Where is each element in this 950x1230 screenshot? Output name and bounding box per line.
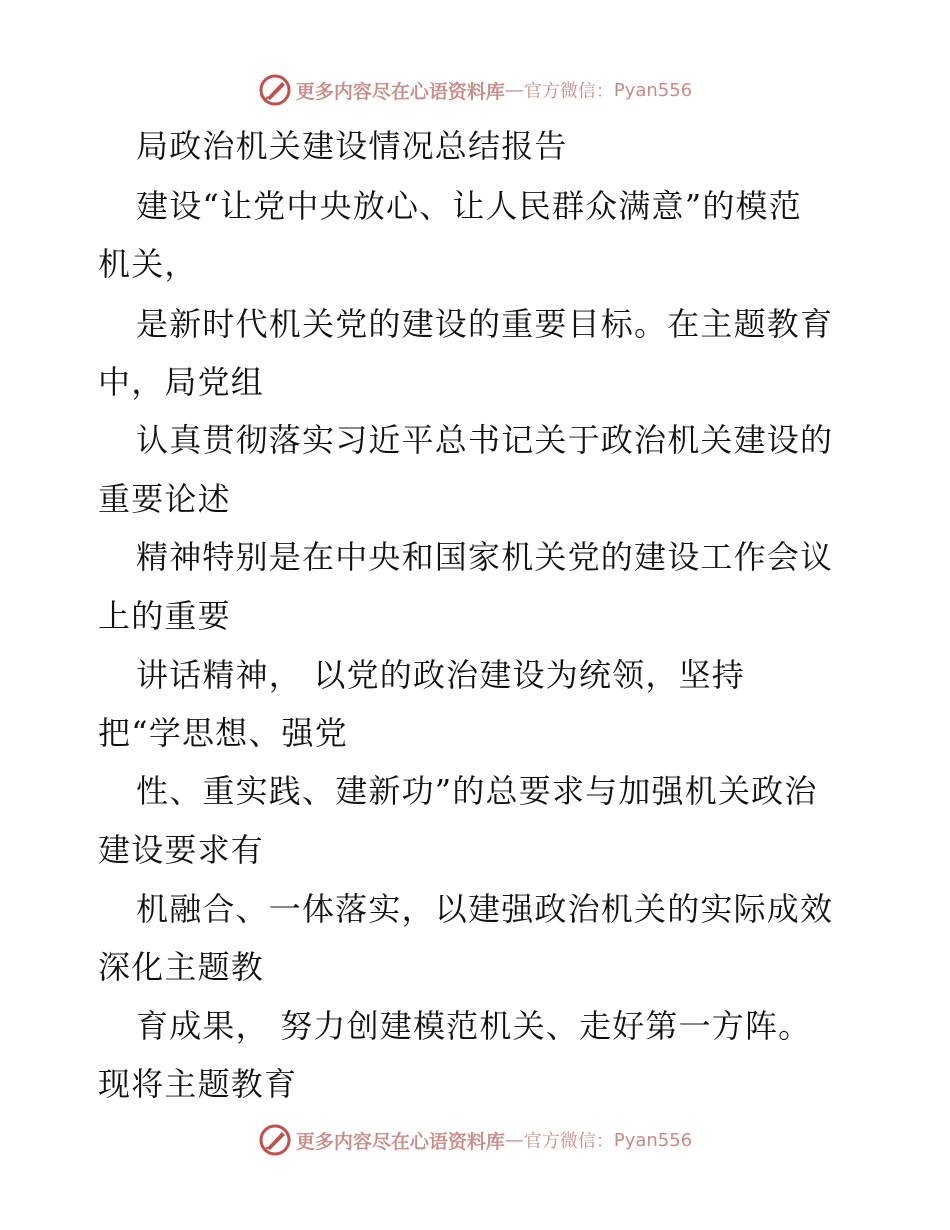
banner-wechat-id: Pyan556 [613,1129,693,1151]
header-banner [0,70,950,110]
banner-wechat-label: 官方微信： [523,1131,614,1152]
banner-wechat-id: Pyan556 [613,79,693,101]
banner-main-text: 更多内容尽在心语资料库 [295,80,505,103]
banner-wechat-label: 官方微信： [523,81,614,102]
text-line: 建设“让党中央放心、让人民群众满意”的模范 [136,187,802,225]
quill-logo-icon [258,1123,292,1157]
banner-separator: — [504,1129,524,1151]
text-line: 机关， [98,245,198,283]
text-line: 机融合、一体落实，以建强政治机关的实际成效 [136,890,834,928]
document-title: 局政治机关建设情况总结报告 [136,127,568,165]
text-line: 建设要求有 [98,831,265,869]
text-line: 把“学思想、强党 [98,714,348,752]
text-line: 讲话精神， 以党的政治建设为统领，坚持 [136,656,745,694]
banner-main-text: 更多内容尽在心语资料库 [295,1130,505,1153]
text-line: 性、重实践、建新功”的总要求与加强机关政治 [136,772,818,810]
quill-logo-icon [258,73,292,107]
text-line: 现将主题教育 [98,1065,298,1103]
text-line: 认真贯彻落实习近平总书记关于政治机关建设的 [136,421,834,459]
text-line: 上的重要 [98,597,231,635]
text-line: 重要论述 [98,480,231,518]
text-line: 是新时代机关党的建设的重要目标。在主题教育 [136,305,834,343]
text-line: 精神特别是在中央和国家机关党的建设工作会议 [136,538,834,576]
footer-banner [0,1120,950,1160]
text-line: 育成果， 努力创建模范机关、走好第一方阵。 [136,1007,812,1045]
text-line: 深化主题教 [98,948,265,986]
text-line: 中，局党组 [98,363,265,401]
banner-separator: — [504,79,524,101]
